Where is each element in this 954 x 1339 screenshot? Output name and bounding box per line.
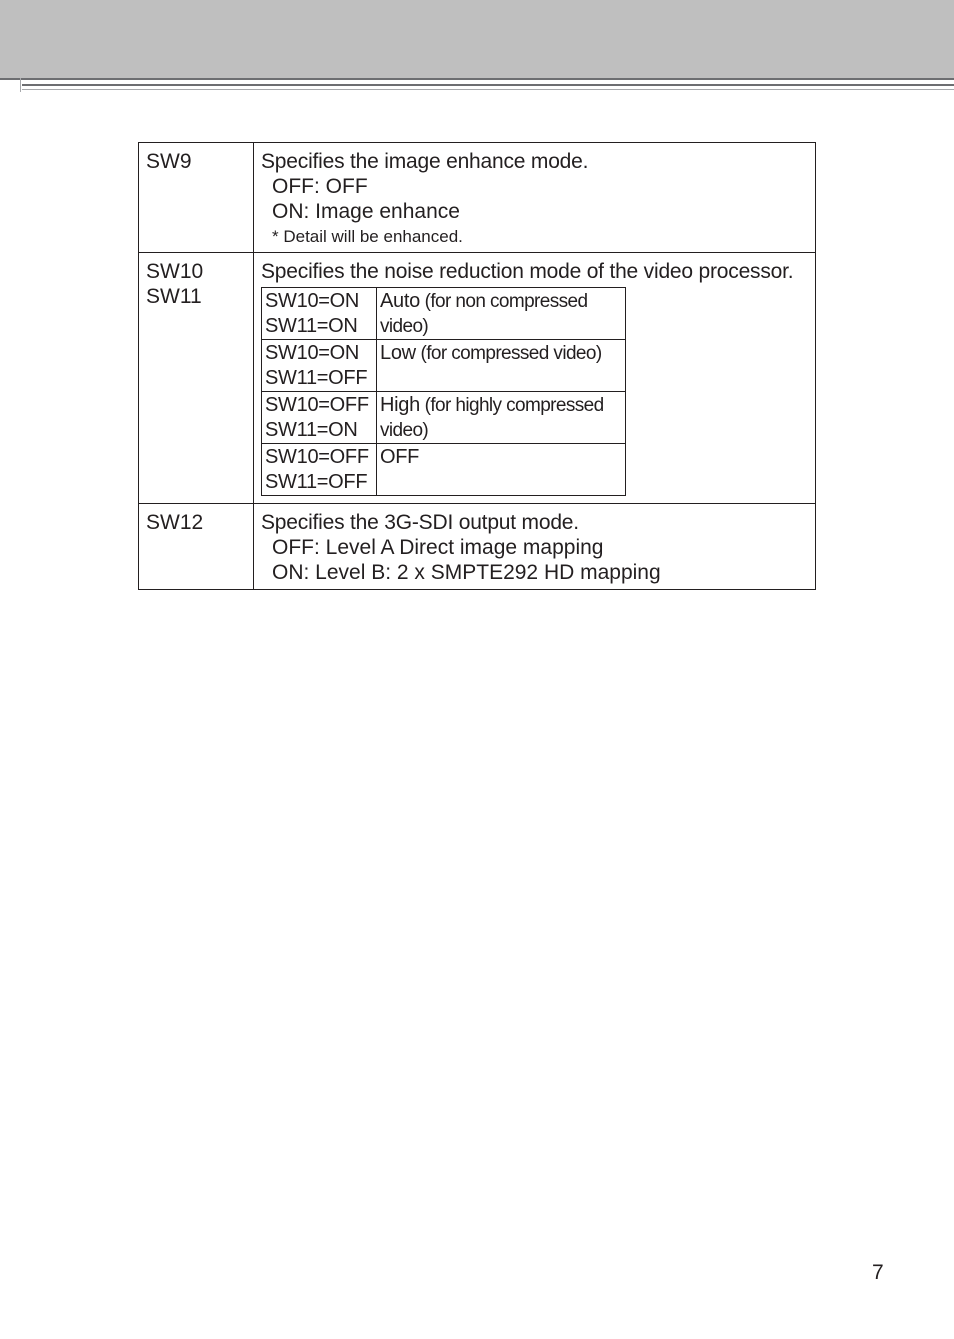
page-header-band: [0, 0, 954, 78]
table-row-sw12: [139, 504, 816, 590]
header-rule-bottom: [22, 89, 954, 90]
mode-name: OFF: [380, 446, 420, 468]
condition-sw11: SW11=OFF: [265, 367, 368, 389]
table-row-sw10-sw11: [139, 253, 816, 504]
mode-detail: (for non compressed video): [380, 291, 588, 337]
condition-sw11: SW11=ON: [265, 315, 358, 337]
mode-condition-cell: [262, 392, 377, 444]
mode-value-cell: [377, 340, 626, 392]
condition-sw11: SW11=ON: [265, 419, 358, 441]
description-cell: [254, 253, 816, 504]
page-number: 7: [872, 1261, 884, 1284]
mode-row: [262, 288, 626, 340]
description-text: Specifies the noise reduction mode of the video processor.: [261, 260, 794, 283]
mode-name: Low: [380, 342, 416, 364]
description-text: Specifies the image enhance mode.: [261, 150, 589, 173]
mode-row: [262, 340, 626, 392]
mode-value-cell: [377, 444, 626, 496]
mode-detail: (for highly compressed video): [380, 395, 604, 441]
switch-name-cell: [139, 253, 254, 504]
condition-sw11: SW11=OFF: [265, 471, 368, 493]
option-on: ON: Image enhance: [272, 200, 460, 223]
noise-reduction-mode-table: [261, 287, 626, 496]
mode-value-cell: [377, 392, 626, 444]
condition-sw10: SW10=OFF: [265, 446, 369, 468]
header-rule-middle: [22, 84, 954, 86]
header-rule-tick: [20, 78, 21, 92]
description-cell: [254, 143, 816, 253]
description-text: Specifies the 3G-SDI output mode.: [261, 511, 579, 534]
header-rule-top: [0, 78, 954, 80]
mode-row: [262, 444, 626, 496]
mode-condition-cell: [262, 288, 377, 340]
switch-settings-table: [138, 142, 816, 590]
mode-row: [262, 392, 626, 444]
switch-name: SW12: [146, 511, 204, 534]
footnote: * Detail will be enhanced.: [272, 227, 463, 246]
switch-name: SW9: [146, 150, 192, 173]
option-off: OFF: Level A Direct image mapping: [272, 536, 604, 559]
option-on: ON: Level B: 2 x SMPTE292 HD mapping: [272, 561, 661, 584]
mode-name: High: [380, 394, 420, 416]
description-cell: [254, 504, 816, 590]
mode-name: Auto: [380, 290, 420, 312]
table-row-sw9: [139, 143, 816, 253]
mode-detail: (for compressed video): [415, 343, 602, 364]
option-off: OFF: OFF: [272, 175, 368, 198]
switch-name: SW11: [146, 285, 202, 308]
condition-sw10: SW10=ON: [265, 290, 360, 312]
condition-sw10: SW10=ON: [265, 342, 360, 364]
mode-value-cell: [377, 288, 626, 340]
switch-name-cell: [139, 143, 254, 253]
mode-condition-cell: [262, 444, 377, 496]
mode-condition-cell: [262, 340, 377, 392]
switch-name: SW10: [146, 260, 204, 283]
condition-sw10: SW10=OFF: [265, 394, 369, 416]
switch-name-cell: [139, 504, 254, 590]
